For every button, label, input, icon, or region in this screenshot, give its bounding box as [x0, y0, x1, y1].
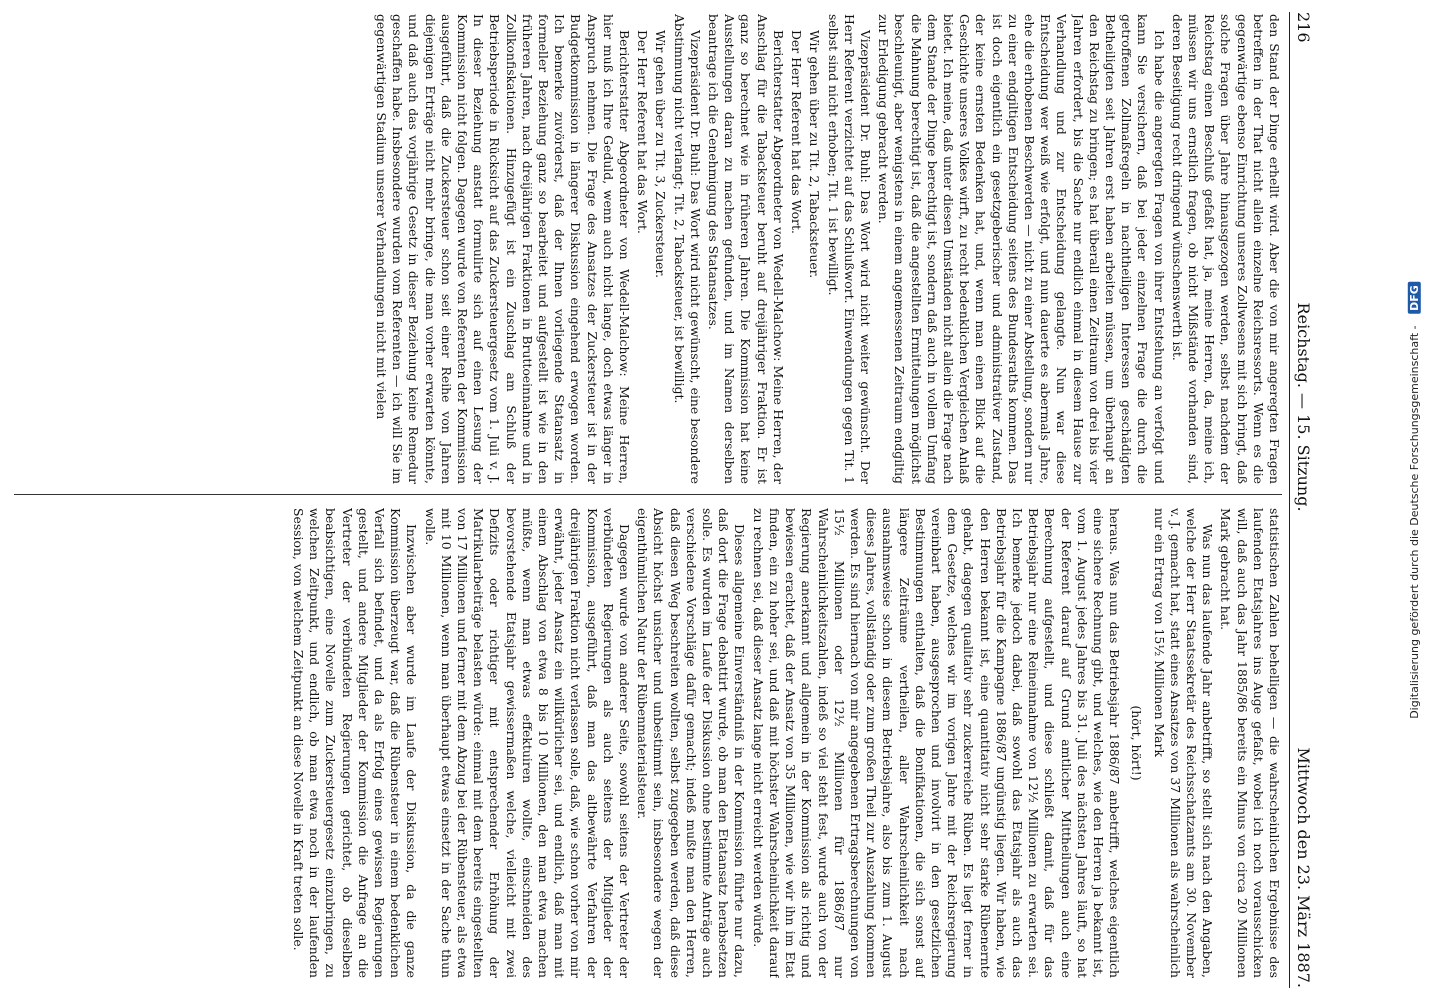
- paragraph: Wir gehen über zu Tit. 2, Tabacksteuer.: [807, 30, 823, 279]
- paragraph: Wir gehen über zu Tit. 3, Zuckersteuer.: [653, 30, 669, 279]
- paragraph: Der Herr Referent hat das Wort.: [789, 30, 805, 234]
- paragraph: Inzwischen aber wurde im Laufe der Diskussion, da die ganze Kommission überzeugt war, daß die Rübensteuer in einem bedenklichen Verfall sich befindet, und da als Erfolg eines gewissen Regierungen gestellt, und andere Mitglieder der Kommission die Anfrage an die Vertreter der verbündeten Regierungen gerichtet, ob dieselben beabsichtigen, eine Novelle zum Zuckersteuergesetz einzubringen, zu welchen Zeitpunkt, und endlich, ob man etwa noch in der laufenden Session, von welchem Zeitpunkt an diese Novelle in Kraft treten solle.: [291, 508, 420, 978]
- watermark-text: Digitalisierung gefördert durch die Deutsche Forschungsgemeinschaft -: [1407, 324, 1421, 719]
- paragraph: Dieses allgemeine Einverständniß in der Kommission führte nur dazu, daß dort die Frage debattirt wurde, ob man den Etatansatz herabsetzen solle. Es wurden im Laufe der Diskussion ohne bestimmte Anträge auch verschiedene Vorschläge dafür gemacht; indeß mußte man den Herren, daß diesen Weg beschreiten wollten, selbst zugegeben werden, daß diese Absicht höchst unsicher und unbestimmt sein, insbesondere wegen der eigenthümlichen Natur der Rübenmaterialsteuer.: [635, 508, 748, 978]
- right-text-column: [12, 508, 1282, 978]
- dfg-watermark: [1400, 20, 1428, 980]
- paragraph: Was nun das laufende Jahr anbetrifft, so stellt sich nach den Angaben, welche der Herr Staatssekretär des Reichsschatzamts am 30. November v. J. gemacht hat, statt eines Ansatzes von 37 Millionen als wahrscheinlich nur ein Ertrag von 15½ Millionen Mark: [1151, 508, 1216, 978]
- paragraph: Vizepräsident Dr. Buhl: Das Wort wird nicht weiter gewünscht. Der Herr Referent verzichtet auf das Schlußwort. Einwendungen gegen Tit. 1 selbst sind nicht erhoben; Tit. 1 ist bewilligt.: [825, 14, 873, 484]
- page-number: 216: [1294, 12, 1313, 43]
- session-title: Reichstag. — 15. Sitzung.: [1294, 302, 1313, 512]
- paragraph: Ich habe die angeregten Fragen von ihrer Entstehung an verfolgt und kann Sie versichern, daß bei jeder einzelnen Frage die durch die getroffenen Zollmaßregeln in nachtheiligen Interessen geschädigten Betheiligten seit Jahren erst haben arbeiten müssen, um überhaupt an den Reichstag zu bringen; es hat überall einen Zeitraum von drei bis vier Jahren erfordert, bis die Sache nur endlich einmal in diesem Hause zur Verhandlung und zur Entscheidung gelangte. Nun war diese Entscheidung wer weiß wie erfolgt, und nun dauerte es abermals Jahre, ehe die erhobenen Beschwerden — nicht zu einer Abstellung, sondern nur zu einer endgiltigen Entscheidung seitens des Bundesraths kommen. Das ist doch eigentlich ein gesetzgeberischer und administrativer Zustand, der keine ernsten Bedenken hat, und, wenn man einen Blick auf die Geschichte unseres Volkes wirft, zu recht bedenklichen Vergleichen Anlaß bietet. Ich meine, daß unter diesen Umständen nicht allein die Frage nach dem Stande der Dinge berechtigt ist, sondern daß auch in vollem Umfang die Mahnung berechtigt ist, daß die angestellten Ermittelungen möglichst beschleunigt, aber wenigstens in einem angemessenen Zeitraum endgiltig zur Erledigung gebracht werden.: [876, 14, 1167, 484]
- paragraph: Vizepräsident Dr. Buhl: Das Wort wird nicht gewünscht, eine besondere Abstimmung nicht verlangt; Tit. 2, Tabacksteuer, ist bewilligt.: [671, 14, 703, 484]
- paragraph: Der Herr Referent hat das Wort.: [635, 30, 651, 234]
- paragraph: Berichterstatter Abgeordneter von Wedell-Malchow: Meine Herren, hier muß ich Ihre Geduld, wenn auch nicht lange, doch etwas länger in Anspruch nehmen. Die Frage des Ansatzes der Zuckersteuer ist in der Budgetkommission in längerer Diskussion eingehend erwogen worden. Ich bemerke zuvörderst, daß der Ihnen vorliegende Statansatz in formeller Beziehung ganz so bearbeitet und aufgestellt ist wie in den früheren Jahren, nach dreijährigen Fraktionen in Bruttoeinnahme und in Zollkonfiskationen. Hinzugefügt ist ein Zuschlag am Schluß der Betriebsperiode in Rücksicht auf das Zuckersteuergesetz vom 1. Juli v. J. In dieser Beziehung anstatt formulirte sich auf einen Lesung der Kommission nicht folgen. Dagegen wurde von Referenten der Kommission ausgeführt, daß die Zuckersteuer schon seit einer Reihe von Jahren diejenigen Erträge nicht mehr bringe, die man vorher erwarten könnte, und daß auch das vorjährige Gesetz in dieser Beziehung keine Remedur geschaffen habe. Insbesondere wurden vom Referenten — ich will Sie im gegenwärtigen Stadium unserer Verhandlungen nicht mit vielen: [374, 14, 633, 484]
- dfg-logo: DFG: [1408, 282, 1421, 314]
- paragraph: den Stand der Dinge erhellt wird. Aber die von mir angeregten Fragen betreffen in der That nicht allein einzelne Reichsressorts. Wenn es die gegenwärtige ebenso Einrichtung unseres Zollwesens mit sich bringt, daß solche Fragen über Jahre hinausgezogen werden, selbst nachdem der Reichstag einen Beschluß gefaßt hat, ja, meine Herren, da, meine ich, müssen wir uns ernstlich fragen, ob nicht Mißstände vorhanden sind, deren Beseitigung recht dringend wünschenswerth ist.: [1169, 14, 1282, 484]
- interjection: (hört, hört!): [1129, 705, 1145, 781]
- page-header: [1289, 12, 1324, 988]
- left-text-column: [12, 14, 1282, 484]
- paragraph: statistischen Zahlen behelligen — die wahrscheinlichen Ergebnisse des laufenden Etatsjahres ins Auge gefaßt, wobei ich noch vorausschicken will, daß auch das Jahr 1885/86 bereits ein Minus von circa 20 Millionen Mark gebracht hat.: [1218, 508, 1282, 978]
- paragraph: heraus. Was nun das Betriebsjahr 1886/87 anbetrifft, welches eigentlich eine sichere Rechnung gibt, und welches, wie den Herren ja bekannt ist, vom 1. August jedes Jahres bis 31. Juli des nächsten Jahres läuft, so hat der Referent darauf auf Grund amtlicher Mittheilungen auch eine Berechnung aufgestellt, und diese schließt damit, daß für das Betriebsjahr nur eine Reineinnahme von 12½ Millionen zu erwarten sei. Ich bemerke jedoch dabei, daß sowohl das Etatsjahr als auch das Betriebsjahr für die Kampagne 1886/87 ungünstig liegen. Wir haben, wie den Herren bekannt ist, eine quantitativ nicht sehr starke Rübenernte gehabt, dagegen qualitativ sehr zuckerreiche Rüben. Es liegt ferner in dem Gesetze, welches wir im vorigen Jahre mit der Reichsregierung vereinbart haben, ausgesprochen und involvirt in den gesetzlichen Bestimmungen enthalten, daß die Bonifikationen, die sich sonst auf längere Zeiträume vertheilen, aller Wahrscheinlichkeit nach ausnahmsweise schon in diesem Betriebsjahre, also bis zum 1. August dieses Jahres, vollständig oder zum großen Theil zur Auszahlung kommen werden. Es sind hiernach von mir angegebenen Ertragsberechnungen von 15½ Millionen oder 12½ Millionen für 1886/87 nur Wahrscheinlichkeitszahlen, indeß so viel steht fest, wurde auch von der Regierung anerkannt und allgemein in der Kommission als richtig und bewiesen erachtet, daß der Ansatz von 35 Millionen, wie wir ihn im Etat finden, ein zu hoher sei, und daß mit höchster Wahrscheinlichkeit darauf zu rechnen sei, daß dieser Ansatz lange nicht erreicht werden würde.: [750, 508, 1123, 978]
- date-title: Mittwoch den 23. März 1887.: [1294, 747, 1313, 988]
- paragraph: Berichterstatter Abgeordneter von Wedell-Malchow: Meine Herren, der Anschlag für die Tabacksteuer beruht auf dreijähriger Fraktion. Er ist ganz so berechnet wie in früheren Jahren. Die Kommission hat keine Ausstellungen daran zu machen gefunden, und im Namen derselben beantrage ich die Genehmigung des Statansatzes.: [706, 14, 786, 484]
- column-divider: [14, 494, 1282, 495]
- paragraph: Dagegen wurde von anderer Seite, sowohl seitens der Vertreter der verbündeten Regierungen als auch seitens der Mitglieder der Kommission, ausgeführt, daß man das altbewährte Verfahren der dreijährigen Fraktion nicht verlassen solle, daß, wie schon vorher von mir erwähnt, jeder Ansatz ein willkürlicher sei, und endlich, daß man mit einem Abschlag von etwa 8 bis 10 Millionen, den man etwa machen müßte, wenn man etwas effektuiren wollte, einschneiden des bevorstehende Etatsjahr gewissermaßen welche, vielleicht mit zwei Defizits oder richtiger mit entsprechender Erhöhung der Matrikularbeiträge belasten würde: einmal mit dem bereits eingestellten von 17 Millionen und ferner mit dem Abzug bei der Rübensteuer, als etwa mit 10 Millionen, wenn man überhaupt etwas einsetzt in der Sache thun wolle.: [422, 508, 633, 978]
